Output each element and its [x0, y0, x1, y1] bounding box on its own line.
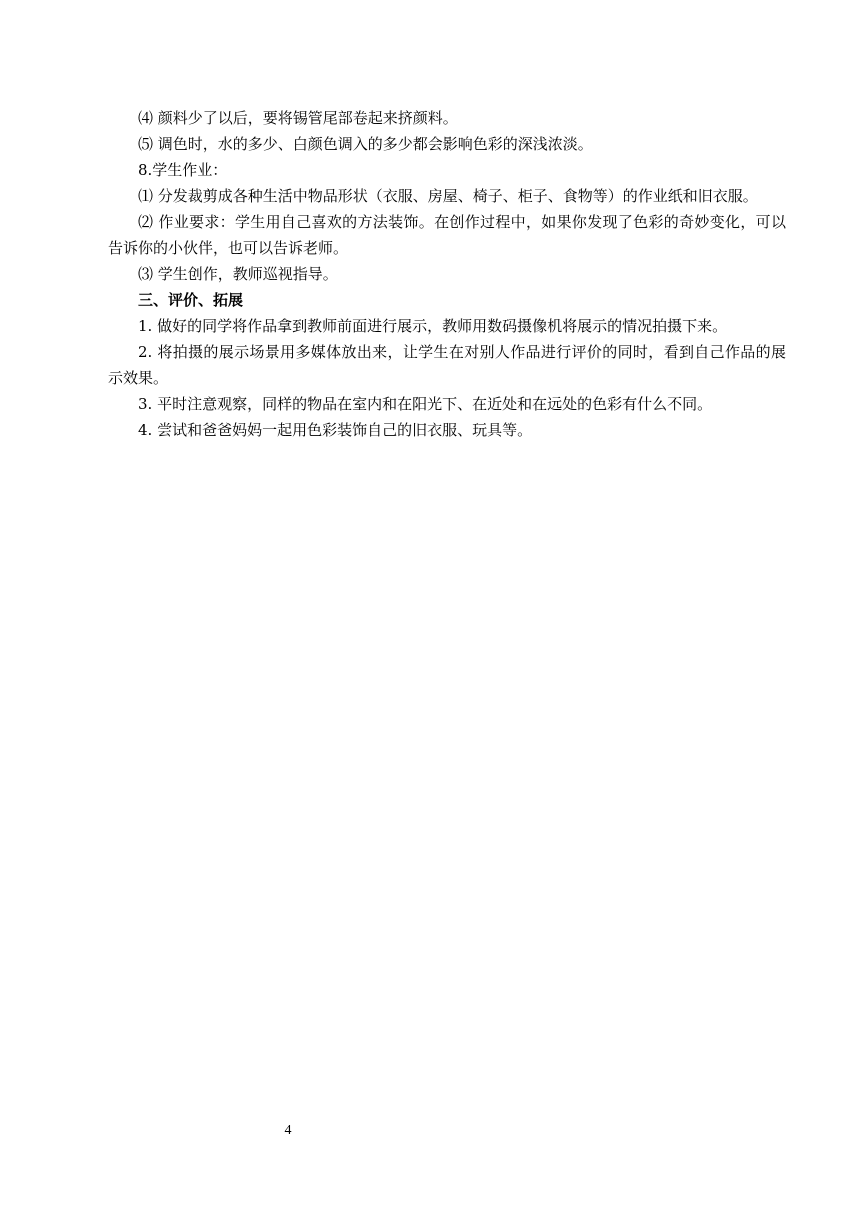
document-body: [108, 105, 786, 443]
paragraph-evaluation-1: 1. 做好的同学将作品拿到教师前面进行展示，教师用数码摄像机将展示的情况拍摄下来。: [138, 317, 728, 335]
page-number: 4: [284, 1123, 292, 1138]
paragraph-student-creation: ⑶ 学生创作，教师巡视指导。: [138, 265, 338, 283]
paragraph-evaluation-2: 2. 将拍摄的展示场景用多媒体放出来，让学生在对别人作品进行评价的同时，看到自己作品的展示效果。: [108, 343, 786, 387]
paragraph-assignment-requirements: ⑵ 作业要求：学生用自己喜欢的方法装饰。在创作过程中，如果你发现了色彩的奇妙变化，可以告诉你的小伙伴，也可以告诉老师。: [108, 213, 786, 257]
paragraph-evaluation-4: 4. 尝试和爸爸妈妈一起用色彩装饰自己的旧衣服、玩具等。: [138, 421, 533, 439]
paragraph-student-assignment-heading: 8.学生作业：: [138, 161, 228, 179]
paragraph-paint-tube: ⑷ 颜料少了以后，要将锡管尾部卷起来挤颜料。: [138, 109, 458, 127]
paragraph-color-mixing: ⑸ 调色时，水的多少、白颜色调入的多少都会影响色彩的深浅浓淡。: [138, 135, 593, 153]
section-heading-evaluation: 三、评价、拓展: [138, 291, 244, 309]
paragraph-evaluation-3: 3. 平时注意观察，同样的物品在室内和在阳光下、在近处和在远处的色彩有什么不同。: [138, 395, 713, 413]
paragraph-distribute-paper: ⑴ 分发裁剪成各种生活中物品形状（衣服、房屋、椅子、柜子、食物等）的作业纸和旧衣服。: [138, 187, 758, 205]
